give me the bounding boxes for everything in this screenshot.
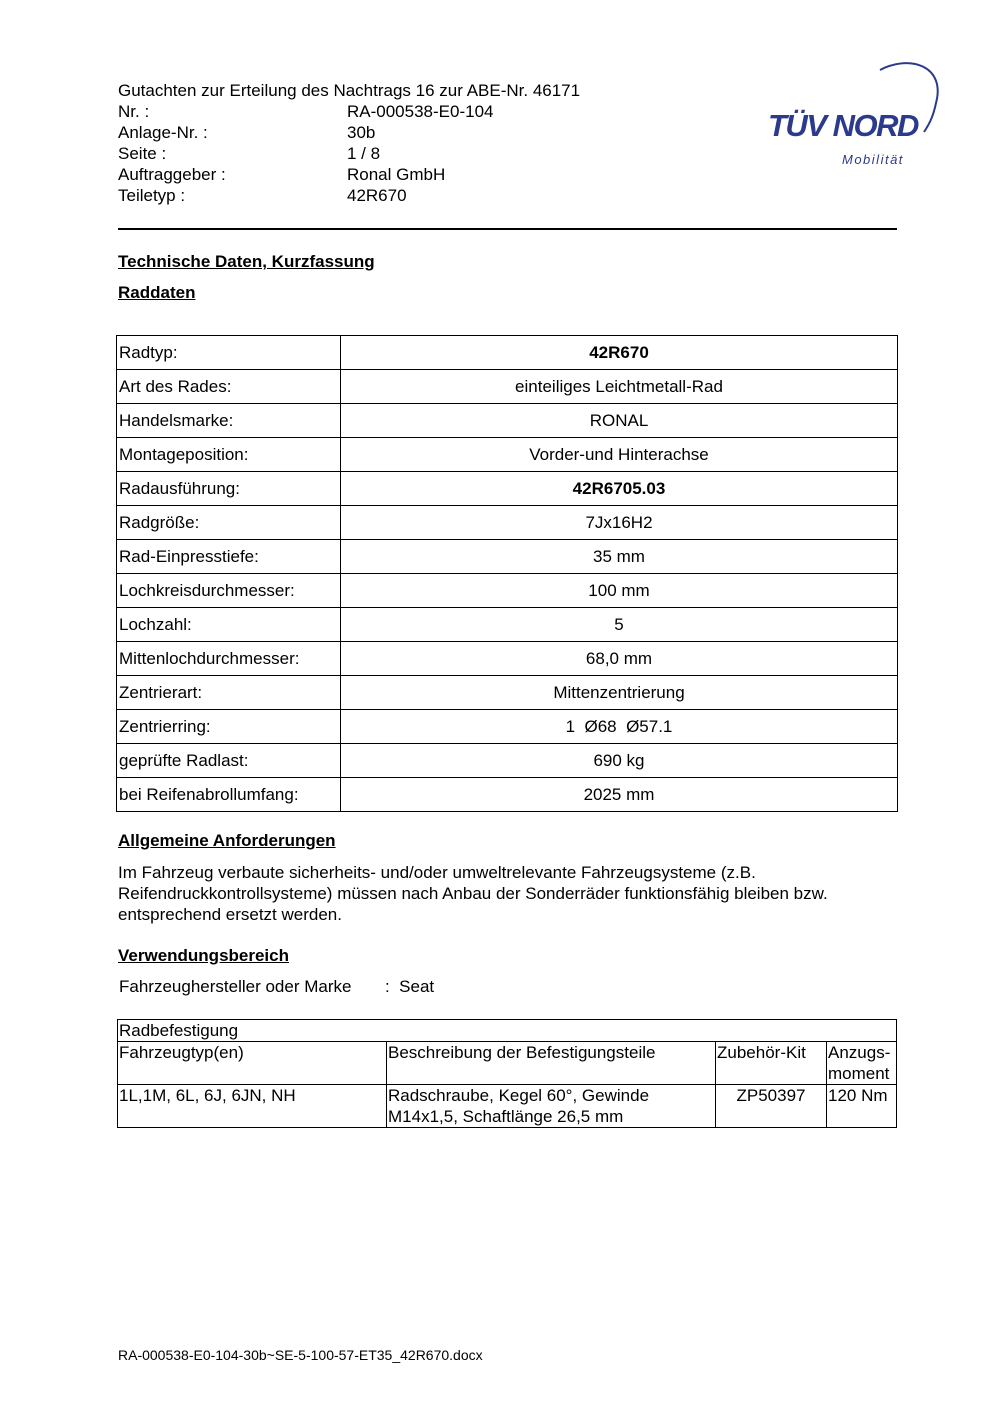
section-heading-allgemeine: Allgemeine Anforderungen — [118, 831, 336, 850]
table-row — [117, 778, 898, 812]
table-row — [117, 744, 898, 778]
paragraph-line: Reifendruckkontrollsysteme) müssen nach Anbau der Sonderräder funktionsfähig bleiben bzw. — [118, 884, 828, 903]
hersteller-line — [119, 977, 434, 997]
header-value: 42R670 — [347, 186, 407, 205]
header-cell-moment — [827, 1042, 897, 1085]
header-line: moment — [828, 1064, 890, 1083]
row-key: Handelsmarke: — [117, 404, 341, 438]
row-value: Mittenzentrierung — [341, 676, 898, 710]
section-heading-verwendung: Verwendungsbereich — [118, 946, 289, 965]
description-line: M14x1,5, Schaftlänge 26,5 mm — [388, 1107, 624, 1126]
cell-moment: 120 Nm — [827, 1085, 897, 1128]
table-row — [117, 506, 898, 540]
header-row-nr — [118, 101, 678, 122]
table-row — [117, 404, 898, 438]
row-value: 68,0 mm — [341, 642, 898, 676]
section-heading-raddaten: Raddaten — [118, 283, 196, 302]
table-row — [117, 370, 898, 404]
table-row — [117, 642, 898, 676]
header-cell: Zubehör-Kit — [716, 1042, 827, 1085]
logo-wordmark: TÜV NORD — [768, 108, 918, 143]
header-row-anlage — [118, 122, 678, 143]
row-key: Radgröße: — [117, 506, 341, 540]
header-row-teiletyp — [118, 185, 678, 206]
table-row — [117, 574, 898, 608]
section-heading-technische-daten: Technische Daten, Kurzfassung — [118, 252, 375, 271]
row-value: 2025 mm — [341, 778, 898, 812]
header-key: Nr. : — [118, 102, 150, 121]
table-row — [117, 608, 898, 642]
hersteller-label: Fahrzeughersteller oder Marke — [119, 977, 352, 996]
table-row — [117, 438, 898, 472]
row-value: 5 — [341, 608, 898, 642]
row-key: geprüfte Radlast: — [117, 744, 341, 778]
raddaten-table — [116, 335, 898, 812]
row-value: 690 kg — [341, 744, 898, 778]
row-key: Lochkreisdurchmesser: — [117, 574, 341, 608]
header-key: Teiletyp : — [118, 186, 186, 205]
paragraph-line: Im Fahrzeug verbaute sicherheits- und/oder umweltrelevante Fahrzeugsysteme (z.B. — [118, 863, 756, 882]
row-key: Lochzahl: — [117, 608, 341, 642]
header-row-auftraggeber — [118, 164, 678, 185]
table-header-row — [118, 1042, 897, 1085]
document-footer: RA-000538-E0-104-30b~SE-5-100-57-ET35_42R670.docx — [118, 1347, 483, 1363]
row-value: 35 mm — [341, 540, 898, 574]
header-key: Seite : — [118, 144, 167, 163]
logo-subtitle: Mobilität — [842, 152, 904, 167]
cell-kit: ZP50397 — [716, 1085, 827, 1128]
table-row — [117, 336, 898, 370]
hersteller-value: : Seat — [385, 977, 435, 996]
header-value: RA-000538-E0-104 — [347, 102, 494, 121]
paragraph-line: entsprechend ersetzt werden. — [118, 905, 342, 924]
header-line: Anzugs- — [828, 1043, 891, 1062]
table-row — [118, 1085, 897, 1128]
header-cell: Fahrzeugtyp(en) — [118, 1042, 387, 1085]
row-key: bei Reifenabrollumfang: — [117, 778, 341, 812]
header-divider — [118, 228, 897, 230]
row-key: Zentrierart: — [117, 676, 341, 710]
row-value: 42R670 — [341, 336, 898, 370]
row-key: Mittenlochdurchmesser: — [117, 642, 341, 676]
table-row — [117, 676, 898, 710]
document-title: Gutachten zur Erteilung des Nachtrags 16 zur ABE-Nr. 46171 — [118, 81, 581, 100]
header-value: Ronal GmbH — [347, 165, 446, 184]
row-key: Montageposition: — [117, 438, 341, 472]
table-title: Radbefestigung — [118, 1020, 897, 1042]
row-value: RONAL — [341, 404, 898, 438]
row-value: 42R6705.03 — [341, 472, 898, 506]
header-row-seite — [118, 143, 678, 164]
row-value: einteiliges Leichtmetall-Rad — [341, 370, 898, 404]
table-row — [117, 472, 898, 506]
row-key: Art des Rades: — [117, 370, 341, 404]
header-cell: Beschreibung der Befestigungsteile — [387, 1042, 716, 1085]
header-value: 30b — [347, 123, 376, 142]
row-key: Radtyp: — [117, 336, 341, 370]
allgemeine-paragraph — [118, 862, 898, 925]
row-key: Zentrierring: — [117, 710, 341, 744]
row-value: 100 mm — [341, 574, 898, 608]
row-value: Vorder-und Hinterachse — [341, 438, 898, 472]
row-key: Radausführung: — [117, 472, 341, 506]
cell-description — [387, 1085, 716, 1128]
cell-types: 1L,1M, 6L, 6J, 6JN, NH — [118, 1085, 387, 1128]
row-value: 7Jx16H2 — [341, 506, 898, 540]
header-value: 1 / 8 — [347, 144, 381, 163]
header-key: Anlage-Nr. : — [118, 123, 208, 142]
tuv-nord-logo — [760, 58, 944, 176]
row-value: 1 Ø68 Ø57.1 — [341, 710, 898, 744]
row-key: Rad-Einpresstiefe: — [117, 540, 341, 574]
table-row — [117, 540, 898, 574]
radbefestigung-table — [117, 1019, 897, 1128]
table-row — [117, 710, 898, 744]
table-title-row — [118, 1020, 897, 1042]
header-key: Auftraggeber : — [118, 165, 226, 184]
document-header — [118, 80, 678, 206]
description-line: Radschraube, Kegel 60°, Gewinde — [388, 1086, 650, 1105]
